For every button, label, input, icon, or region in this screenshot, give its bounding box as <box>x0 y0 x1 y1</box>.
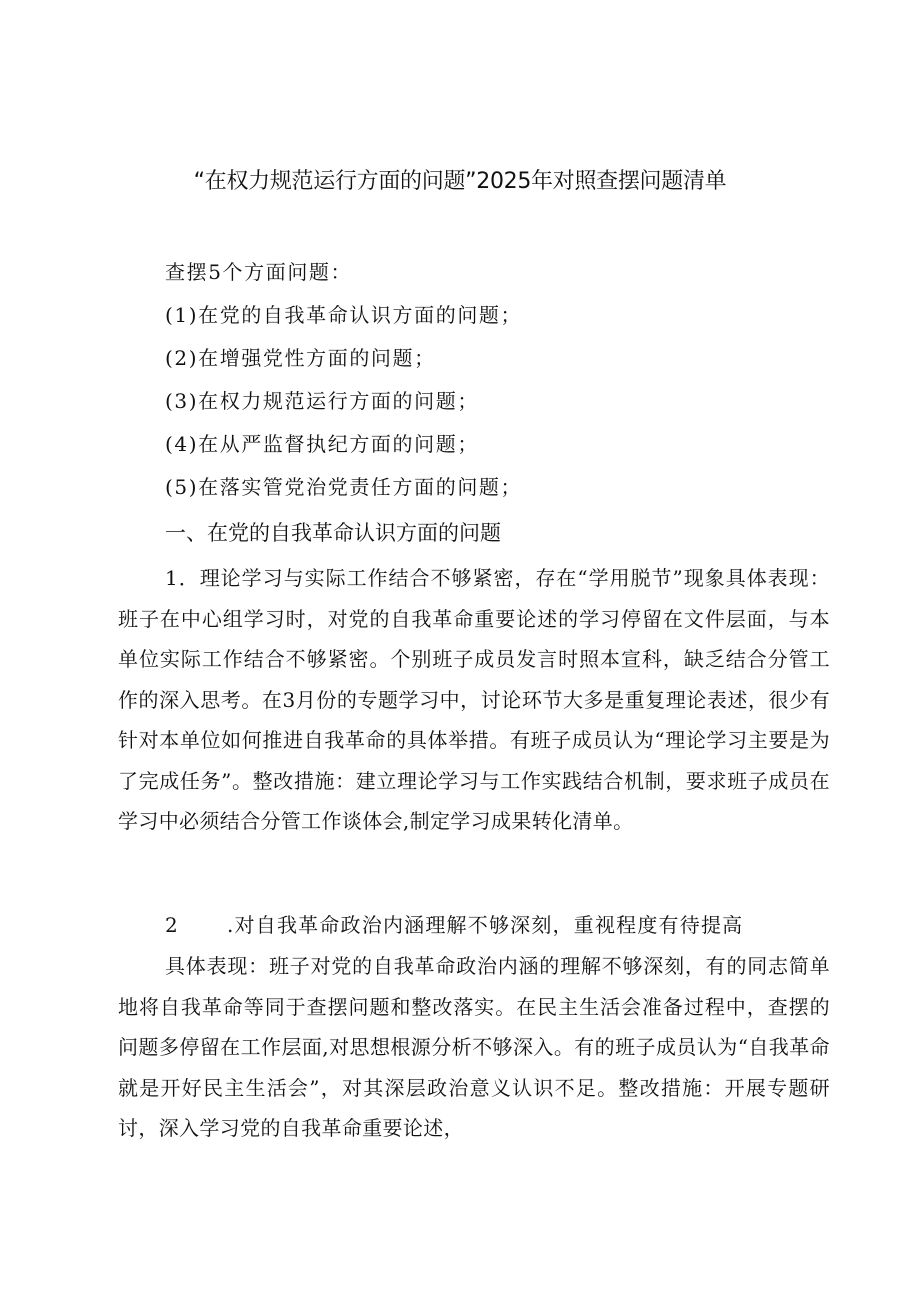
list-item: (5)在落实管党治党责任方面的问题； <box>165 475 523 499</box>
list-item: (1)在党的自我革命认识方面的问题； <box>165 303 523 327</box>
intro-text: 查摆5个方面问题： <box>165 260 353 284</box>
paragraph-2-heading <box>165 911 743 939</box>
list-item: (2)在增强党性方面的问题； <box>165 346 436 370</box>
paragraph-1: 1．理论学习与实际工作结合不够紧密，存在“学用脱节”现象具体表现：班子在中心组学习时，对党的自我革命重要论述的学习停留在文件层面，与本单位实际工作结合不够紧密。个别班子成员发言时照本宣科，缺乏结合分管工作的深入思考。在3月份的专题学习中，讨论环节大多是重复理论表述，很少有针对本单位如何推进自我革命的具体举措。有班子成员认为“理论学习主要是为了完成任务”。整改措施：建立理论学习与工作实践结合机制，要求班子成员在学习中必须结合分管工作谈体会,制定学习成果转化清单。 <box>118 566 830 833</box>
paragraph-2-number: 2 <box>165 913 179 937</box>
list-item: (4)在从严监督执纪方面的问题； <box>165 432 479 456</box>
list-item: (3)在权力规范运行方面的问题； <box>165 389 479 413</box>
document-title: “在权力规范运行方面的问题”2025年对照查摆问题清单 <box>193 169 727 194</box>
paragraph-2-heading-text: .对自我革命政治内涵理解不够深刻，重视程度有待提高 <box>227 913 744 937</box>
section-heading: 一、在党的自我革命认识方面的问题 <box>165 521 501 545</box>
paragraph-2-body: 具体表现：班子对党的自我革命政治内涵的理解不够深刻，有的同志简单地将自我革命等同于查摆问题和整改落实。在民主生活会准备过程中，查摆的问题多停留在工作层面,对思想根源分析不够深入。有的班子成员认为“自我革命就是开好民主生活会”，对其深层政治意义认识不足。整改措施：开展专题研讨，深入学习党的自我革命重要论述， <box>118 954 830 1140</box>
